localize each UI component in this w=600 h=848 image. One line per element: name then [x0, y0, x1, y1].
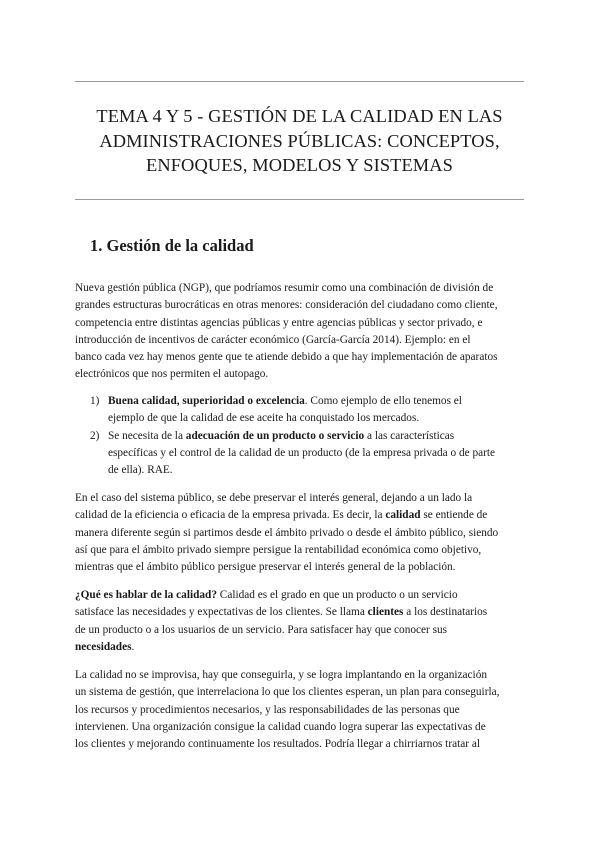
- text-line: satisface las necesidades y expectativas de los clientes. Se llama clientes a los destinatarios: [75, 606, 488, 619]
- text-line: introducción de incentivos de carácter económico (García-García 2014). Ejemplo: en el: [75, 333, 471, 346]
- text-line: un sistema de gestión, que interrelaciona lo que los clientes esperan, un plan para conseguirla,: [75, 686, 500, 699]
- list-number: 2): [90, 429, 100, 442]
- text-line: ¿Qué es hablar de la calidad? Calidad es el grado en que un producto o un servicio: [75, 589, 458, 601]
- text-line: de un producto o a los usuarios de un servicio. Para satisfacer hay que conocer sus: [75, 623, 448, 636]
- title-line: ENFOQUES, MODELOS Y SISTEMAS: [146, 155, 453, 175]
- numbered-list: [90, 393, 530, 479]
- text-line: así que para el ámbito privado siempre persigue la rentabilidad económica como objetivo,: [75, 543, 482, 556]
- top-divider: [75, 81, 524, 82]
- bold-term: clientes: [367, 606, 404, 619]
- bold-term: necesidades: [75, 640, 132, 653]
- text-line: electrónicos que nos permiten el autopago.: [75, 368, 269, 381]
- public-sector-paragraph: [75, 490, 535, 576]
- text-line: La calidad no se improvisa, hay que conseguirla, y se logra implantando en la organización: [75, 669, 487, 681]
- quality-definition-paragraph: [75, 587, 535, 656]
- title-line: ADMINISTRACIONES PÚBLICAS: CONCEPTOS,: [99, 130, 500, 151]
- text-line: grandes estructuras burocráticas en otras menores: consideración del ciudadano como cliente,: [75, 299, 498, 312]
- title-line: TEMA 4 Y 5 - GESTIÓN DE LA CALIDAD EN LAS: [96, 106, 503, 126]
- text-line: necesidades.: [75, 640, 135, 653]
- list-item: 2) Se necesita de la adecuación de un producto o servicio a las características específicas y el control de la calidad de un producto (de la empresa privada o de parte de ella). RAE.: [90, 429, 496, 477]
- bold-term: adecuación de un producto o servicio: [185, 429, 365, 442]
- text-line: los clientes y mejorando continuamente los resultados. Podría llegar a chirriarnos tratar al: [75, 738, 480, 751]
- text-line: manera diferente según si partimos desde el ámbito privado o desde el ámbito público, siendo: [75, 526, 499, 539]
- text-line: banco cada vez hay menos gente que te atiende debido a que hay implementación de aparatos: [75, 351, 498, 364]
- text-line: mientras que el ámbito público persigue preservar el interés general de la población.: [75, 561, 456, 574]
- list-number: 1): [90, 395, 100, 407]
- text-line: calidad de la eficiencia o eficacia de la empresa privada. Es decir, la calidad se entiende de: [75, 509, 488, 522]
- text-line: intervienen. Una organización consigue la calidad cuando logra superar las expectativas de: [75, 720, 486, 733]
- bottom-divider: [75, 199, 524, 200]
- bold-term: calidad: [385, 509, 421, 522]
- text-line: En el caso del sistema público, se debe preservar el interés general, dejando a un lado la: [75, 492, 473, 504]
- list-item: 1) Buena calidad, superioridad o excelencia. Como ejemplo de ello tenemos el ejemplo de que la calidad de ese aceite ha conquistado los mercados.: [90, 395, 462, 425]
- document-title: [75, 104, 524, 178]
- management-system-paragraph: [75, 667, 535, 753]
- text-line: los recursos y procedimientos necesarios, y las responsabilidades de las personas que: [75, 703, 460, 716]
- section-heading: 1. Gestión de la calidad: [90, 236, 254, 255]
- intro-paragraph: [75, 280, 535, 384]
- text-line: Nueva gestión pública (NGP), que podríamos resumir como una combinación de división de: [75, 282, 494, 294]
- bold-question: ¿Qué es hablar de la calidad?: [75, 589, 217, 601]
- text-line: competencia entre distintas agencias públicas y entre agencias públicas y sector privado, e: [75, 316, 483, 329]
- bold-term: Buena calidad, superioridad o excelencia: [108, 395, 305, 407]
